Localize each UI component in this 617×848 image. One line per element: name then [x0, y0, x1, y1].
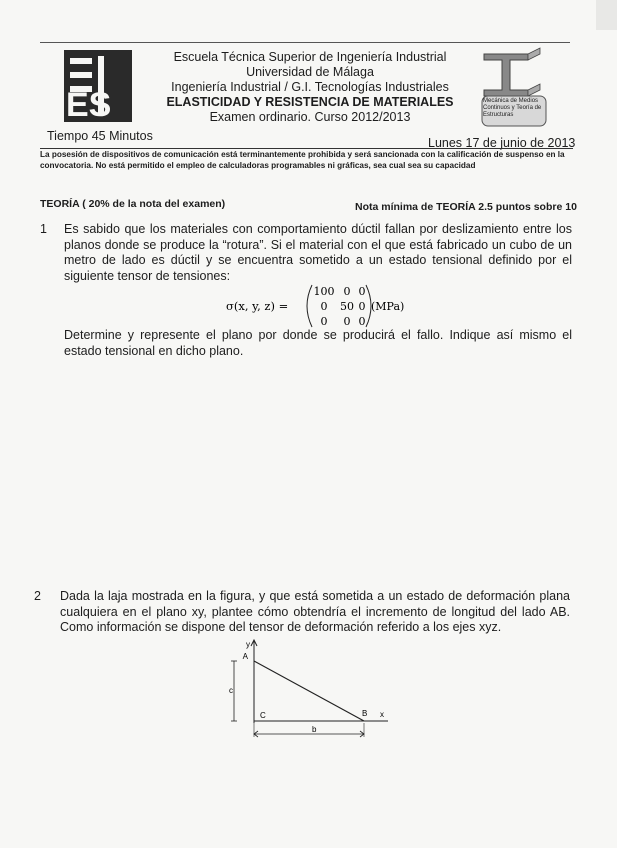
dimension-b-label: b — [312, 725, 317, 734]
tensor-cell: 0 — [358, 315, 366, 328]
tensor-cell: 0 — [343, 285, 351, 298]
point-b-label: B — [362, 709, 368, 718]
degree-name: Ingeniería Industrial / G.I. Tecnologías Industriales — [171, 80, 449, 94]
exam-name: Examen ordinario. Curso 2012/2013 — [209, 110, 411, 124]
top-rule — [40, 42, 570, 43]
page-corner — [596, 0, 617, 30]
tensor-lhs: σ(x, y, z) = — [226, 299, 289, 313]
x-axis-label: x — [380, 710, 384, 719]
svg-text:ES: ES — [66, 86, 112, 122]
tensor-cell: 50 — [340, 300, 354, 313]
tensor-cell: 0 — [358, 285, 366, 298]
school-name: Escuela Técnica Superior de Ingeniería Industrial — [173, 50, 447, 64]
tensor-cell: 0 — [320, 300, 328, 313]
point-a-label: A — [242, 652, 248, 661]
question-followup: Determine y represente el plano por donde se producirá el fallo. Indique así mismo el estado tensional en dicho plano. — [64, 328, 572, 358]
tensor-cell: 0 — [358, 300, 366, 313]
question-text: Es sabido que los materiales con comportamiento dúctil fallan por deslizamiento entre los planos donde se produce la “rotura”. Si el material con el que está fabricado un cubo de un metro de lado es dúctil y se encuentra sometido a un estado tensional definido por el siguiente tensor de tensiones: — [64, 222, 572, 283]
dimension-c-label: c — [229, 686, 233, 695]
department-name: Mecánica de Medios Continuos y Teoría de Estructuras — [483, 98, 542, 118]
tensor-unit: (MPa) — [371, 300, 405, 313]
exam-date: Lunes 17 de junio de 2013 — [428, 136, 576, 150]
section-title: TEORÍA ( 20% de la nota del examen) — [40, 198, 226, 210]
minimum-grade: Nota mínima de TEORÍA 2.5 puntos sobre 10 — [355, 201, 577, 213]
question-text: Dada la laja mostrada en la figura, y que está sometida a un estado de deformación plana cualquiera en el plano xy, plantee cómo obtendría el incremento de longitud del lado AB. Como información se dispone del tensor de deformación referido a los ejes xyz. — [60, 589, 570, 634]
exam-notice: La posesión de dispositivos de comunicación está terminantemente prohibida y será sancionada con la calificación de suspenso en la convocatoria. No está permitido el empleo de calculadoras programables ni gráficas, sea cual sea su capacidad — [40, 150, 565, 170]
question-number: 1 — [40, 222, 47, 236]
point-c-label: C — [260, 711, 266, 720]
tensor-cell: 0 — [320, 315, 328, 328]
university-name: Universidad de Málaga — [246, 65, 374, 79]
exam-time: Tiempo 45 Minutos — [47, 129, 153, 143]
subject-title: ELASTICIDAD Y RESISTENCIA DE MATERIALES — [166, 95, 454, 109]
school-logo — [64, 50, 132, 122]
exam-header — [150, 50, 470, 125]
tensor-cell: 0 — [343, 315, 351, 328]
question-number: 2 — [34, 589, 41, 603]
y-axis-label: y — [246, 640, 250, 649]
stress-tensor — [226, 283, 426, 329]
plate-figure — [220, 637, 400, 742]
tensor-cell: 100 — [313, 285, 335, 298]
